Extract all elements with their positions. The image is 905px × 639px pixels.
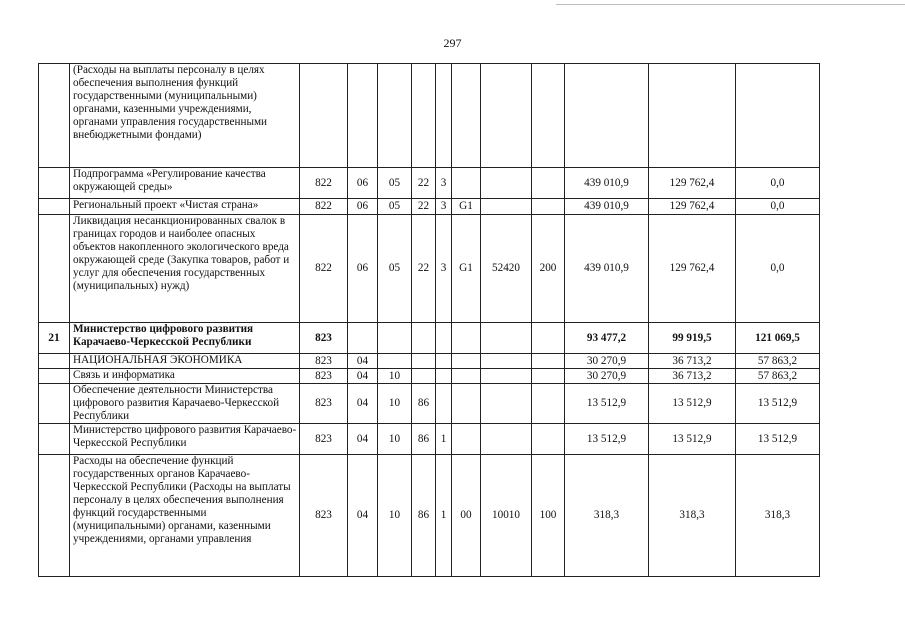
row-index: 21 — [39, 323, 70, 354]
program-code — [412, 323, 436, 354]
subprogram-code: 3 — [436, 168, 452, 199]
row-name: (Расходы на выплаты персоналу в целях обеспечения выполнения функций государственными (муниципальными) органами, казенными учреждениями, органами управления государственными внебюджетными фондами) — [70, 64, 300, 168]
ministry-code: 822 — [300, 199, 348, 215]
ministry-code: 822 — [300, 168, 348, 199]
subprogram-code: 1 — [436, 424, 452, 455]
ministry-code: 823 — [300, 354, 348, 369]
amount-year-3: 57 863,2 — [736, 354, 820, 369]
main-activity-code — [452, 369, 481, 384]
amount-year-3: 0,0 — [736, 215, 820, 323]
row-index — [39, 369, 70, 384]
ministry-code: 823 — [300, 424, 348, 455]
table-row — [39, 199, 820, 215]
amount-year-1: 318,3 — [565, 455, 649, 577]
amount-year-3 — [736, 64, 820, 168]
row-name: Связь и информатика — [70, 369, 300, 384]
ministry-code: 823 — [300, 369, 348, 384]
subprogram-code — [436, 354, 452, 369]
amount-year-1: 30 270,9 — [565, 354, 649, 369]
table-row — [39, 424, 820, 455]
row-index — [39, 455, 70, 577]
amount-year-2: 318,3 — [649, 455, 736, 577]
scan-top-line — [556, 4, 905, 5]
subprogram-code — [436, 384, 452, 424]
row-name: Министерство цифрового развития Карачаево-Черкесской Республики — [70, 424, 300, 455]
amount-year-1: 439 010,9 — [565, 168, 649, 199]
subsection-code — [378, 323, 412, 354]
main-activity-code: 00 — [452, 455, 481, 577]
program-code: 86 — [412, 455, 436, 577]
row-index — [39, 354, 70, 369]
expense-direction-code: 52420 — [481, 215, 532, 323]
table-row — [39, 215, 820, 323]
subsection-code: 10 — [378, 424, 412, 455]
expense-type-code: 200 — [532, 215, 565, 323]
row-index — [39, 168, 70, 199]
amount-year-1: 439 010,9 — [565, 215, 649, 323]
amount-year-2: 129 762,4 — [649, 168, 736, 199]
expense-type-code — [532, 168, 565, 199]
program-code: 22 — [412, 168, 436, 199]
program-code: 22 — [412, 199, 436, 215]
table-row — [39, 323, 820, 354]
row-name: Расходы на обеспечение функций государственных органов Карачаево-Черкесской Республики (Расходы на выплаты персоналу в целях обеспечения выполнения функций государственными (муниципальными) органами, казенными учреждениями, органами управления — [70, 455, 300, 577]
ministry-code: 823 — [300, 323, 348, 354]
section-code: 04 — [348, 354, 378, 369]
section-code: 04 — [348, 424, 378, 455]
table-row — [39, 64, 820, 168]
expense-direction-code — [481, 354, 532, 369]
budget-table — [38, 63, 820, 577]
amount-year-2: 99 919,5 — [649, 323, 736, 354]
amount-year-3: 318,3 — [736, 455, 820, 577]
amount-year-2: 13 512,9 — [649, 424, 736, 455]
subprogram-code — [436, 369, 452, 384]
amount-year-1: 13 512,9 — [565, 384, 649, 424]
expense-type-code — [532, 384, 565, 424]
row-name: Региональный проект «Чистая страна» — [70, 199, 300, 215]
program-code: 86 — [412, 384, 436, 424]
subprogram-code — [436, 64, 452, 168]
section-code: 04 — [348, 455, 378, 577]
expense-type-code — [532, 354, 565, 369]
row-name: Министерство цифрового развития Карачаево-Черкесской Республики — [70, 323, 300, 354]
main-activity-code — [452, 424, 481, 455]
section-code: 06 — [348, 215, 378, 323]
subsection-code: 05 — [378, 215, 412, 323]
section-code — [348, 323, 378, 354]
row-index — [39, 64, 70, 168]
ministry-code: 823 — [300, 384, 348, 424]
subsection-code — [378, 64, 412, 168]
expense-direction-code — [481, 199, 532, 215]
row-index — [39, 199, 70, 215]
main-activity-code — [452, 64, 481, 168]
expense-type-code: 100 — [532, 455, 565, 577]
amount-year-3: 121 069,5 — [736, 323, 820, 354]
main-activity-code — [452, 384, 481, 424]
main-activity-code — [452, 323, 481, 354]
expense-type-code — [532, 424, 565, 455]
subsection-code: 05 — [378, 168, 412, 199]
ministry-code — [300, 64, 348, 168]
subprogram-code: 3 — [436, 199, 452, 215]
amount-year-1: 439 010,9 — [565, 199, 649, 215]
amount-year-2: 129 762,4 — [649, 199, 736, 215]
table-row — [39, 168, 820, 199]
section-code: 06 — [348, 199, 378, 215]
row-index — [39, 384, 70, 424]
amount-year-2: 129 762,4 — [649, 215, 736, 323]
subprogram-code: 1 — [436, 455, 452, 577]
program-code — [412, 354, 436, 369]
amount-year-3: 13 512,9 — [736, 384, 820, 424]
expense-type-code — [532, 369, 565, 384]
subsection-code: 10 — [378, 455, 412, 577]
row-index — [39, 424, 70, 455]
subsection-code: 10 — [378, 369, 412, 384]
expense-direction-code — [481, 369, 532, 384]
amount-year-2: 36 713,2 — [649, 354, 736, 369]
table-row — [39, 354, 820, 369]
ministry-code: 823 — [300, 455, 348, 577]
row-name: НАЦИОНАЛЬНАЯ ЭКОНОМИКА — [70, 354, 300, 369]
main-activity-code — [452, 354, 481, 369]
program-code — [412, 64, 436, 168]
amount-year-1: 13 512,9 — [565, 424, 649, 455]
amount-year-2: 36 713,2 — [649, 369, 736, 384]
amount-year-3: 57 863,2 — [736, 369, 820, 384]
amount-year-3: 0,0 — [736, 168, 820, 199]
ministry-code: 822 — [300, 215, 348, 323]
main-activity-code — [452, 168, 481, 199]
amount-year-2 — [649, 64, 736, 168]
amount-year-1: 93 477,2 — [565, 323, 649, 354]
amount-year-1 — [565, 64, 649, 168]
table-row — [39, 384, 820, 424]
subsection-code: 10 — [378, 384, 412, 424]
subprogram-code — [436, 323, 452, 354]
main-activity-code: G1 — [452, 215, 481, 323]
amount-year-3: 0,0 — [736, 199, 820, 215]
section-code: 04 — [348, 369, 378, 384]
subsection-code — [378, 354, 412, 369]
main-activity-code: G1 — [452, 199, 481, 215]
section-code: 06 — [348, 168, 378, 199]
row-name: Ликвидация несанкционированных свалок в границах городов и наиболее опасных объектов накопленного экологического вреда окружающей среде (Закупка товаров, работ и услуг для обеспечения государственных (муниципальных) нужд) — [70, 215, 300, 323]
row-index — [39, 215, 70, 323]
expense-direction-code — [481, 424, 532, 455]
amount-year-1: 30 270,9 — [565, 369, 649, 384]
row-name: Обеспечение деятельности Министерства цифрового развития Карачаево-Черкесской Республики — [70, 384, 300, 424]
row-name: Подпрограмма «Регулирование качества окружающей среды» — [70, 168, 300, 199]
program-code: 22 — [412, 215, 436, 323]
program-code: 86 — [412, 424, 436, 455]
subprogram-code: 3 — [436, 215, 452, 323]
program-code — [412, 369, 436, 384]
expense-direction-code — [481, 168, 532, 199]
amount-year-2: 13 512,9 — [649, 384, 736, 424]
expense-type-code — [532, 199, 565, 215]
expense-direction-code — [481, 384, 532, 424]
expense-type-code — [532, 64, 565, 168]
page-number: 297 — [443, 36, 462, 50]
expense-direction-code: 10010 — [481, 455, 532, 577]
section-code: 04 — [348, 384, 378, 424]
expense-direction-code — [481, 323, 532, 354]
expense-type-code — [532, 323, 565, 354]
table-row — [39, 369, 820, 384]
section-code — [348, 64, 378, 168]
table-row — [39, 455, 820, 577]
subsection-code: 05 — [378, 199, 412, 215]
expense-direction-code — [481, 64, 532, 168]
amount-year-3: 13 512,9 — [736, 424, 820, 455]
